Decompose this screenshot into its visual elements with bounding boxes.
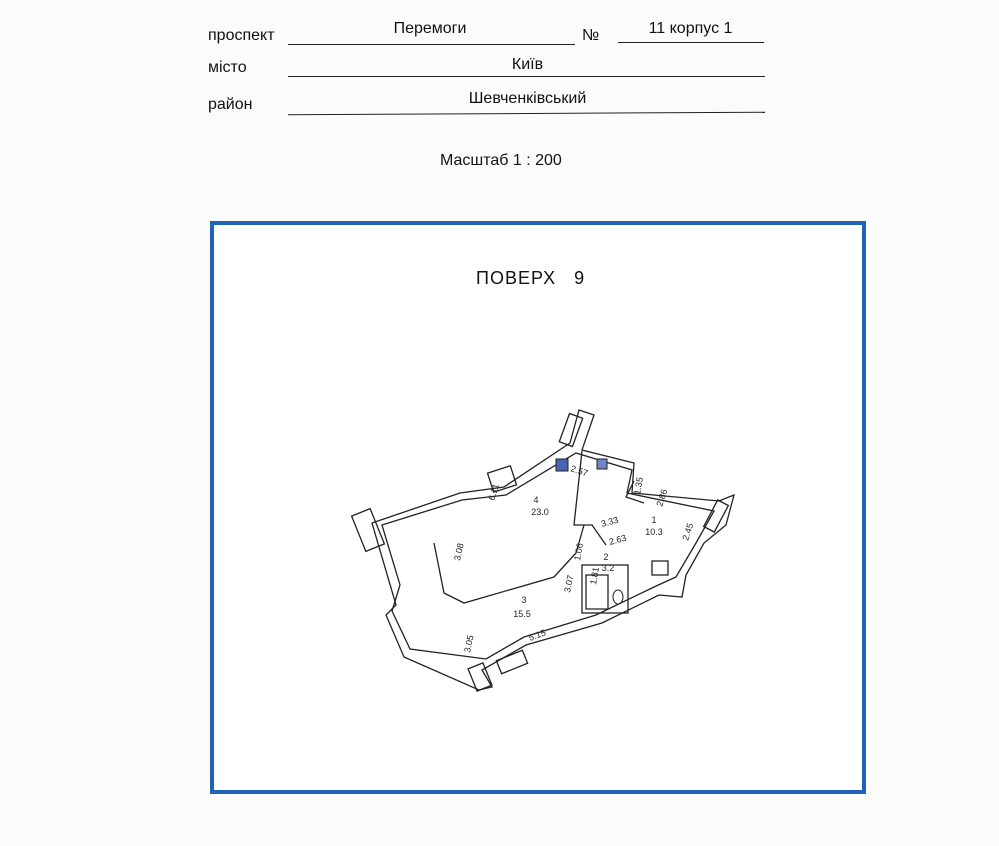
city-label: місто	[208, 59, 247, 76]
floor-number: 9	[574, 268, 586, 288]
room-4-area: 23.0	[531, 507, 549, 517]
window-stub	[496, 650, 527, 673]
dimension-label: 2.86	[654, 487, 670, 508]
number-underline	[618, 42, 764, 43]
street-value: Перемоги	[393, 20, 467, 37]
number-value: 11 корпус 1	[648, 20, 733, 37]
number-label: №	[582, 27, 600, 44]
inner-wall	[382, 453, 714, 659]
dimension-label: 2.57	[569, 463, 590, 479]
floor-label: ПОВЕРХ	[476, 268, 557, 288]
room-2-area: 3.2	[601, 563, 615, 573]
dimension-label: 3.08	[452, 542, 466, 562]
district-value: Шевченківський	[468, 90, 587, 107]
dimension-label: 6.11	[486, 482, 502, 502]
dimension-label: 1.81	[588, 566, 602, 586]
closet	[652, 561, 668, 575]
dimension-label: 3.05	[462, 634, 476, 654]
appliance-icon	[597, 459, 607, 469]
room-1-number: 1	[651, 515, 657, 525]
street-label: проспект	[208, 27, 275, 44]
appliance-icon	[556, 459, 568, 471]
floor-plan-drawing	[214, 225, 854, 782]
room-3-area: 15.5	[513, 609, 531, 619]
room-4-number: 4	[533, 495, 539, 505]
street-underline	[288, 44, 575, 45]
district-underline	[288, 112, 765, 115]
dimension-label: 2.63	[607, 532, 628, 547]
dimension-label: 5.15	[527, 627, 548, 643]
window-stub	[352, 509, 385, 552]
city-value: Київ	[511, 56, 544, 73]
outer-wall	[372, 410, 734, 690]
window-stub	[704, 500, 729, 532]
dimension-label: 1.06	[572, 542, 586, 562]
district-label: район	[208, 96, 253, 113]
room-3-number: 3	[521, 595, 527, 605]
dimension-label: 3.33	[599, 514, 620, 529]
room-2-number: 2	[603, 552, 609, 562]
dimension-label: 3.07	[562, 574, 576, 594]
scale-label: Масштаб 1 : 200	[440, 152, 562, 169]
dimension-label: 1.35	[632, 476, 646, 496]
dimension-label: 2.45	[680, 521, 696, 542]
toilet-icon	[613, 590, 623, 604]
room-1-area: 10.3	[645, 527, 663, 537]
city-underline	[288, 76, 765, 77]
